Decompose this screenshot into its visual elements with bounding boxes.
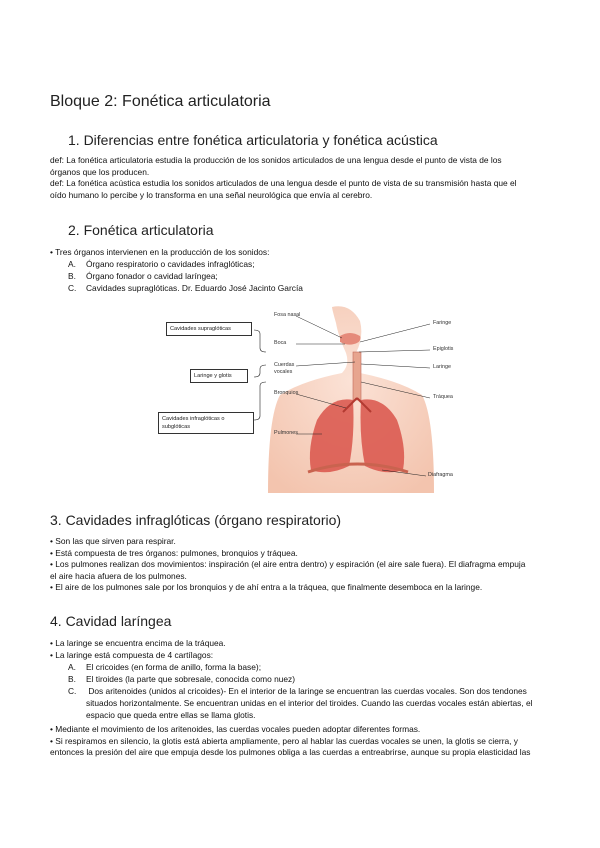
anatomy-figure	[150, 302, 480, 494]
section-3-heading: 3. Cavidades infraglóticas (órgano respiratorio)	[50, 512, 342, 528]
page-title: Bloque 2: Fonética articulatoria	[50, 93, 271, 110]
list-item: B. Órgano fonador o cavidad laríngea;	[68, 271, 218, 281]
bullet-line: • Son las que sirven para respirar.	[50, 536, 176, 546]
list-item: C. Dos aritenoides (unidos al cricoides)- En el interior de la laringe se encuentran las cuerdas vocales. Son dos tendones	[68, 686, 527, 696]
label-trachea: Tráquea	[433, 394, 453, 400]
list-item-continuation: situados horizontalmente. Se encuentran unidas en el interior del tiroides. Cuando las cuerdas vocales están abiertas, el	[86, 698, 533, 708]
bullet-line: • Mediante el movimiento de los aritenoides, las cuerdas vocales pueden adoptar diferentes formas.	[50, 724, 421, 734]
bullet-line: • La laringe está compuesta de 4 cartílagos:	[50, 649, 214, 660]
label-vocal-cords: Cuerdas vocales	[274, 362, 295, 375]
section-3-body	[50, 536, 570, 594]
section-2-intro	[50, 247, 570, 259]
list-item-continuation: espacio que queda entre ellas se llama glotis.	[86, 710, 256, 720]
list-item: A. Órgano respiratorio o cavidades infraglóticas;	[68, 259, 255, 269]
paragraph-line: oído humano lo percibe y lo transforma en una señal neurológica que envía al cerebro.	[50, 189, 373, 200]
label-bronchi: Bronquios	[274, 390, 299, 396]
figure-box-larynx: Laringe y glotis	[190, 369, 248, 383]
label-larynx: Laringe	[433, 364, 451, 370]
list-item: A. El cricoides (en forma de anillo, forma la base);	[68, 662, 262, 672]
label-pharynx: Faringe	[433, 320, 452, 326]
bullet-line: • El aire de los pulmones sale por los bronquios y de ahí entra a la tráquea, que finalmente desemboca en la laringe.	[50, 582, 483, 593]
section-4-heading: 4. Cavidad laríngea	[50, 613, 172, 629]
label-nasal: Fosa nasal	[274, 312, 301, 318]
list-item: B. El tiroides (la parte que sobresale, conocida como nuez)	[68, 674, 296, 684]
bullet-line: el aire hacia afuera de los pulmones.	[50, 570, 187, 581]
bullet-line: • Los pulmones realizan dos movimientos: inspiración (el aire entra dentro) y espiración (el aire sale fuera). El diafragma empuja	[50, 559, 526, 570]
label-lungs: Pulmones	[274, 430, 298, 436]
label-epiglottis: Epiglotis	[433, 346, 454, 352]
section-4-intro	[50, 638, 570, 661]
paragraph-line: def: La fonética articulatoria estudia la producción de los sonidos articulados de una lengua desde el punto de vista de los	[50, 155, 502, 165]
section-2-heading: 2. Fonética articulatoria	[68, 222, 214, 238]
list-item: C. Cavidades supraglóticas. Dr. Eduardo José Jacinto García	[68, 283, 303, 293]
figure-box-infraglottic: Cavidades infraglóticas o subglóticas	[158, 412, 254, 434]
bullet-line: • Si respiramos en silencio, la glotis está abierta ampliamente, pero al hablar las cuerdas vocales se unen, la glotis se cierra, y	[50, 735, 518, 746]
figure-box-supraglottic: Cavidades supraglóticas	[166, 322, 252, 336]
bullet-line: entonces la presión del aire que empuja desde los pulmones obliga a las cuerdas a entreabrirse, aunque su propia elasticidad las	[50, 747, 531, 758]
label-mouth: Boca	[274, 340, 287, 346]
paragraph-line: órganos que los producen.	[50, 166, 150, 177]
bullet-line: • Tres órganos intervienen en la producción de los sonidos:	[50, 247, 270, 257]
label-diaphragm: Diafragma	[428, 472, 453, 478]
section-4-body	[50, 724, 570, 759]
bullet-line: • La laringe se encuentra encima de la tráquea.	[50, 638, 226, 648]
paragraph-line: def: La fonética acústica estudia los sonidos articulados de una lengua desde el punto de vista de su transmisión hasta que el	[50, 178, 517, 189]
bullet-line: • Está compuesta de tres órganos: pulmones, bronquios y tráquea.	[50, 547, 298, 558]
section-1-body	[50, 155, 570, 201]
section-1-heading: 1. Diferencias entre fonética articulatoria y fonética acústica	[68, 132, 438, 148]
